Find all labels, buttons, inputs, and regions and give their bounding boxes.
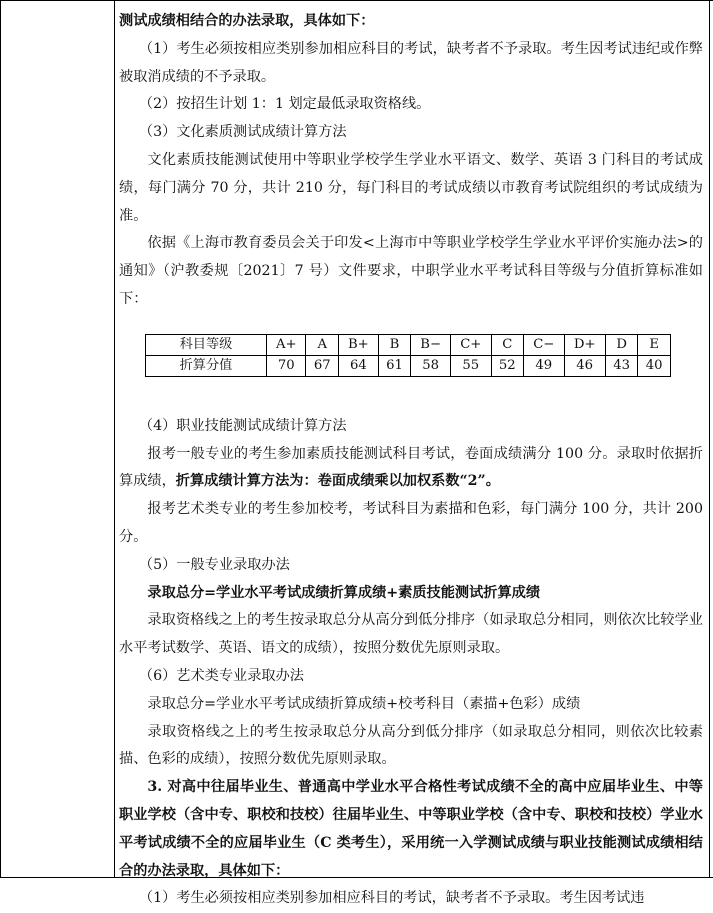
rule-5-title: （5）一般专业录取办法 [138,556,290,573]
score-cell: 46 [564,355,605,376]
score-cell: 43 [605,355,638,376]
rule-1-repeat: （1）考生必须按相应类别参加相应科目的考试，缺考者不予录取。考生因考试违 [138,890,645,907]
score-cell: 58 [411,355,451,376]
rule-3-basis: 依据《上海市教育委员会关于印发<上海市中等职业学校学生学业水平评价实施办法>的通知》（沪教委规〔2021〕7 号）文件要求，中职学业水平考试科目等级与分值折算标准如下： [119,235,703,307]
rule-1: （1）考生必须按相应类别参加相应科目的考试，缺考者不予录取。考生因考试违纪或作弊被取消成绩的不予录取。 [119,40,703,85]
grade-cell: D [605,334,638,355]
grade-cell: C [491,334,524,355]
grade-cell: A+ [267,334,306,355]
score-cell: 61 [378,355,411,376]
heading-continuation: 测试成绩相结合的办法录取，具体如下： [119,13,375,29]
column-divider [114,0,115,878]
rule-2: （2）按招生计划 1：1 划定最低录取资格线。 [138,96,431,113]
table-border-left [0,0,1,878]
score-cell: 55 [451,355,491,376]
score-cell: 40 [638,355,671,376]
table-border-right [709,0,710,878]
rule-3-title: （3）文化素质测试成绩计算方法 [138,124,347,141]
grade-row-label: 科目等级 [146,334,267,355]
rule-5-formula: 录取总分=学业水平考试成绩折算成绩+素质技能测试折算成绩 [147,584,541,601]
rule-6-body: 录取资格线之上的考生按录取总分从高分到低分排序（如录取总分相同，则依次比较素描、色彩的成绩），按照分数优先原则录取。 [119,723,703,768]
rule-6-title: （6）艺术类专业录取办法 [138,667,304,684]
document-content [119,8,703,913]
rule-4-title: （4）职业技能测试成绩计算方法 [138,417,347,434]
rule-4-body-2: 报考艺术类专业的考生参加校考，考试科目为素描和色彩，每门满分 100 分，共计 200 分。 [119,501,703,545]
score-cell: 49 [524,355,564,376]
grade-cell: A [306,334,339,355]
grade-cell: B− [411,334,451,355]
rule-4-body-1 [119,441,703,497]
score-cell: 52 [491,355,524,376]
table-border-top [0,0,713,1]
grade-cell: C+ [451,334,491,355]
grade-cell: B [378,334,411,355]
score-row-label: 折算分值 [146,355,267,376]
rule-4-body-1-text: 报考一般专业的考生参加素质技能测试科目考试，卷面成绩满分 100 分。录取时依据折算成绩， [119,445,703,490]
rule-5-body: 录取资格线之上的考生按录取总分从高分到低分排序（如录取总分相同，则依次比较学业水平考试数学、英语、语文的成绩），按照分数优先原则录取。 [119,612,703,657]
grade-cell: B+ [338,334,378,355]
grade-cell: D+ [564,334,605,355]
rule-3-body: 文化素质技能测试使用中等职业学校学生学业水平语文、数学、英语 3 门科目的考试成绩，每门满分 70 分，共计 210 分，每门科目的考试成绩以市教育考试院组织的考试成绩为准。 [119,151,703,224]
score-cell: 70 [267,355,306,376]
grade-row [146,334,671,355]
spacer [119,314,703,334]
score-cell: 64 [338,355,378,376]
score-cell: 67 [306,355,339,376]
grade-cell: C− [524,334,564,355]
rule-6-formula: 录取总分=学业水平考试成绩折算成绩+校考科目（素描+色彩）成绩 [147,695,581,712]
section-3: 3. 对高中往届毕业生、普通高中学业水平合格性考试成绩不全的高中应届毕业生、中等职业学校（含中专、职校和技校）往届毕业生、中等职业学校（含中专、职校和技校）学业水平考试成绩不全的应届毕业生（C 类考生），采用统一入学测试成绩与职业技能测试成绩相结合的办法录取，具体如下： [119,779,703,879]
score-row [146,355,671,376]
grade-conversion-table [145,334,671,377]
rule-4-formula: 折算成绩计算方法为：卷面成绩乘以加权系数“2”。 [175,473,500,490]
grade-cell: E [638,334,671,355]
spacer [119,377,703,413]
